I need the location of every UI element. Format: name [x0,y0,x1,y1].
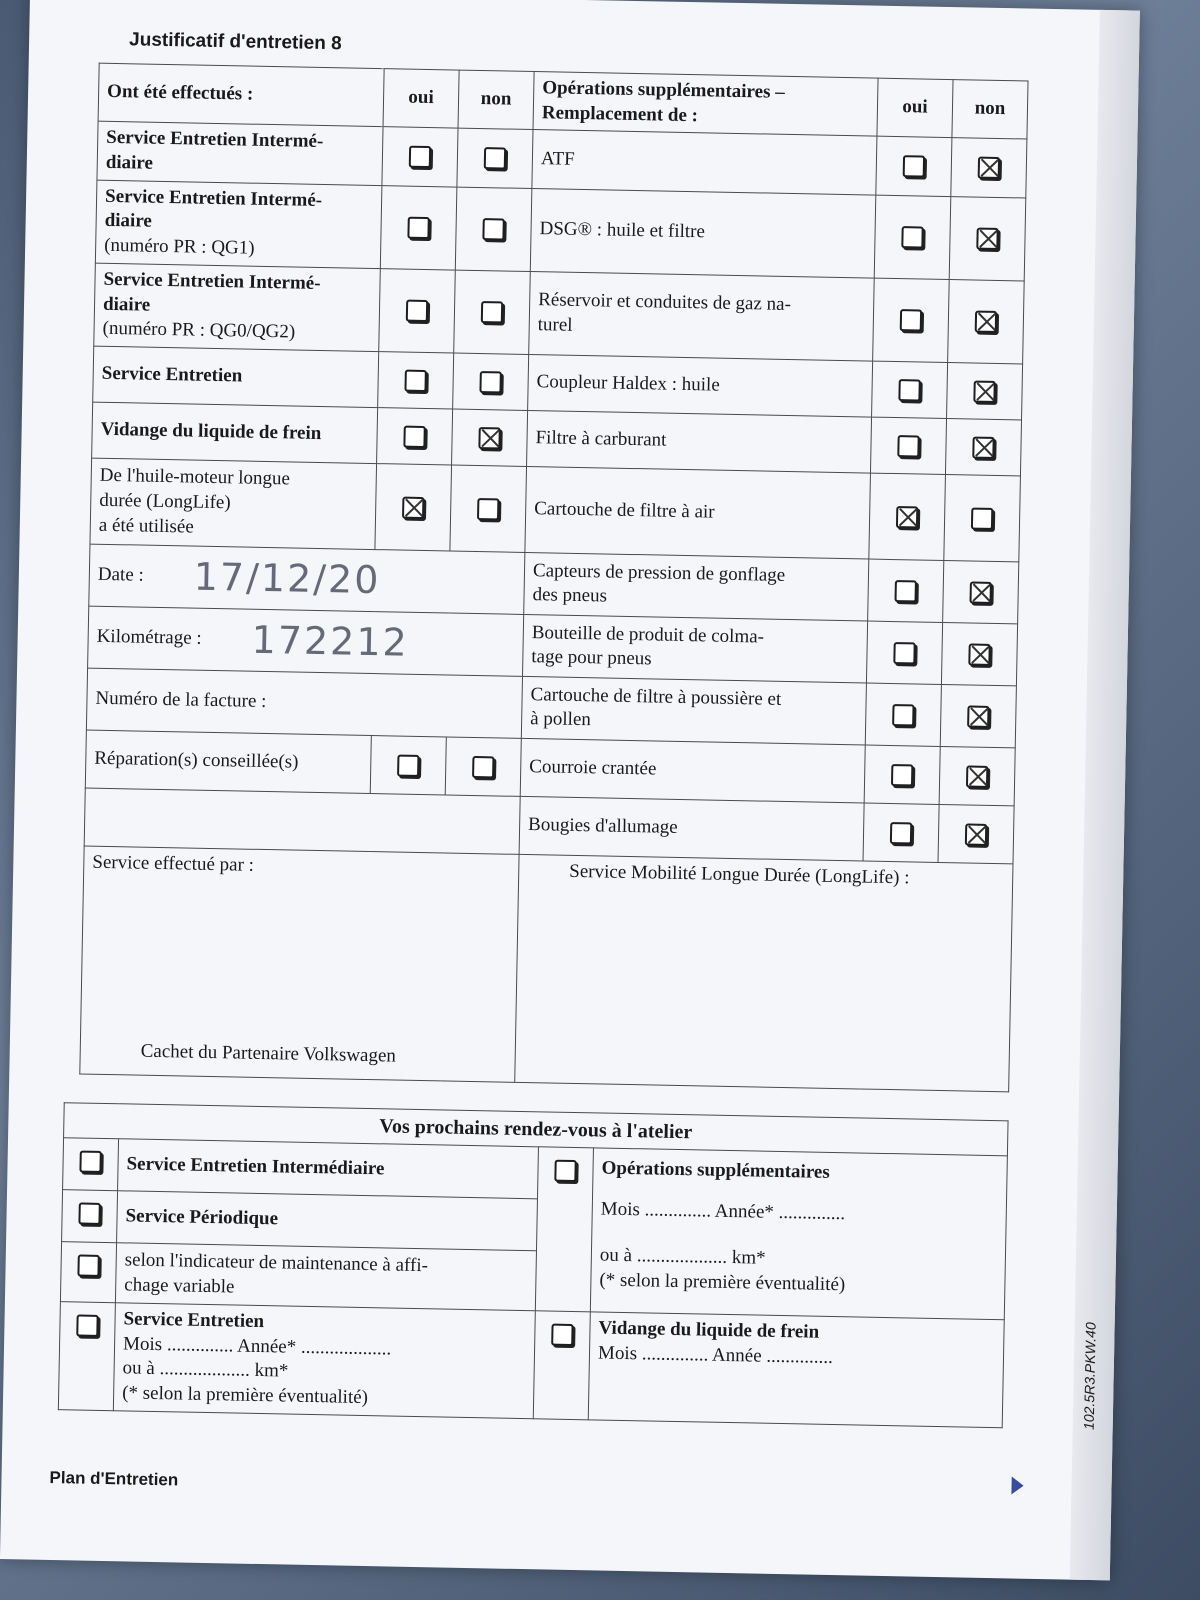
right-row-8-oui-checkbox[interactable] [892,704,914,726]
left-row-4-oui-checkbox[interactable] [403,425,425,447]
service-checkbox[interactable] [76,1314,98,1336]
left-row-3-oui-checkbox[interactable] [404,369,426,391]
periodic-label: Service Périodique [117,1191,538,1251]
right-row-2-non-checkbox[interactable] [975,311,997,333]
invoice-field[interactable]: Numéro de la facture : [86,668,522,738]
right-row-1-non-checkbox[interactable] [976,228,998,250]
right-row-4-non-checkbox[interactable] [972,436,994,458]
left-row-0-non-checkbox[interactable] [484,147,506,169]
handwritten-date: 17/12/20 [193,554,381,602]
right-oui-header: oui [877,78,953,138]
repairs-oui-checkbox[interactable] [397,754,419,776]
right-row-8-non-checkbox[interactable] [967,705,989,727]
page-title: Justificatif d'entretien 8 [128,29,342,55]
left-row-2-non-checkbox[interactable] [481,301,503,323]
periodic-checkbox[interactable] [78,1202,100,1224]
page-edge [1070,10,1140,1580]
intermediate-label: Service Entretien Intermédiaire [118,1139,539,1199]
next-appointments-table [58,1102,1009,1428]
right-row-2-oui-checkbox[interactable] [900,309,922,331]
right-header: Opérations supplémentaires – Remplacement de : [533,72,878,137]
mileage-field[interactable]: Kilométrage : 172212 [88,606,524,676]
extra-cb-cell [535,1147,593,1312]
stamp-label: Cachet du Partenaire Volkswagen [140,1040,397,1067]
left-row-label: Service Entretien Intermé- diaire [97,122,383,186]
blank-row [84,788,520,854]
right-row-label: DSG® : huile et filtre [530,188,876,278]
right-row-label: Bougies d'allumage [519,796,864,861]
right-row-9-oui-checkbox[interactable] [891,764,913,786]
extra-operations-checkbox[interactable] [554,1159,576,1181]
left-row-5-oui-checkbox[interactable] [402,496,424,518]
footer-label: Plan d'Entretien [49,1467,179,1490]
right-row-label: ATF [532,130,877,195]
left-row-1-oui-checkbox[interactable] [407,217,429,239]
right-row-label: Filtre à carburant [527,410,872,473]
right-row-0-non-checkbox[interactable] [978,157,1000,179]
left-row-label: Service Entretien Intermé- diaire (numéro PR : QG0/QG2) [94,263,381,352]
left-row-label: Vidange du liquide de frein [92,402,378,463]
service-block: Service Entretien Mois .............. Année* ................... ou à ................... km* (* selon la première éventualité) [113,1303,535,1419]
right-row-label: Coupleur Haldex : huile [528,354,873,417]
right-row-label: Cartouche de filtre à air [525,466,871,559]
right-row-label: Cartouche de filtre à poussière et à pollen [521,676,866,745]
repairs-non-checkbox[interactable] [472,756,494,778]
left-row-5-non-checkbox[interactable] [477,498,499,520]
next-page-arrow-icon [1011,1476,1023,1494]
left-row-label: Service Entretien Intermé- diaire (numéro PR : QG1) [95,180,382,269]
left-row-4-non-checkbox[interactable] [478,427,500,449]
left-row-label: De l'huile-moteur longue durée (LongLife) a été utilisée [90,458,377,549]
handwritten-mileage: 172212 [251,617,410,665]
left-header: Ont été effectués : [98,63,384,127]
extra-operations-block: Opérations supplémentaires Mois .............. Année* .............. ou à ................... km* (* selon la première éventualité) [590,1148,1007,1320]
right-row-label: Réservoir et conduites de gaz na- turel [529,271,875,361]
service-by-field[interactable]: Service effectué par : Cachet du Partenaire Volkswagen [80,846,519,1082]
left-row-3-non-checkbox[interactable] [479,371,501,393]
right-row-label: Capteurs de pression de gonflage des pneus [524,552,869,621]
right-row-label: Bouteille de produit de colma- tage pour pneus [523,614,868,683]
brake-fluid-checkbox[interactable] [551,1323,573,1345]
right-row-9-non-checkbox[interactable] [966,765,988,787]
maintenance-table [79,63,1028,1093]
right-row-5-oui-checkbox[interactable] [896,506,918,528]
right-row-7-non-checkbox[interactable] [968,643,990,665]
repairs-label: Réparation(s) conseillée(s) [85,730,371,793]
document-code: 102.5R3.PKW.40 [1080,1322,1099,1431]
next-appointments-caption: Vos prochains rendez-vous à l'atelier [64,1103,1008,1156]
right-row-4-oui-checkbox[interactable] [897,435,919,457]
indicator-checkbox[interactable] [77,1254,99,1276]
left-row-0-oui-checkbox[interactable] [409,146,431,168]
left-oui-header: oui [383,69,459,129]
right-row-label: Courroie crantée [520,738,865,803]
longlife-field[interactable]: Service Mobilité Longue Durée (LongLife) : [515,854,1013,1091]
right-row-7-oui-checkbox[interactable] [893,642,915,664]
left-row-1-non-checkbox[interactable] [482,218,504,240]
left-non-header: non [458,70,534,130]
brake-fluid-block: Vidange du liquide de frein Mois .............. Année .............. [588,1312,1004,1428]
right-row-10-oui-checkbox[interactable] [890,822,912,844]
right-row-5-non-checkbox[interactable] [971,507,993,529]
right-row-3-oui-checkbox[interactable] [898,379,920,401]
right-row-1-oui-checkbox[interactable] [901,226,923,248]
intermediate-checkbox[interactable] [79,1150,101,1172]
right-row-3-non-checkbox[interactable] [973,380,995,402]
left-row-label: Service Entretien [93,346,379,407]
right-row-10-non-checkbox[interactable] [965,823,987,845]
right-row-0-oui-checkbox[interactable] [903,155,925,177]
left-row-2-oui-checkbox[interactable] [406,300,428,322]
right-row-6-non-checkbox[interactable] [969,581,991,603]
indicator-label: selon l'indicateur de maintenance à affi- chage variable [115,1243,536,1311]
date-field[interactable]: Date : 17/12/20 [89,544,525,614]
right-row-6-oui-checkbox[interactable] [895,580,917,602]
right-non-header: non [952,80,1028,140]
